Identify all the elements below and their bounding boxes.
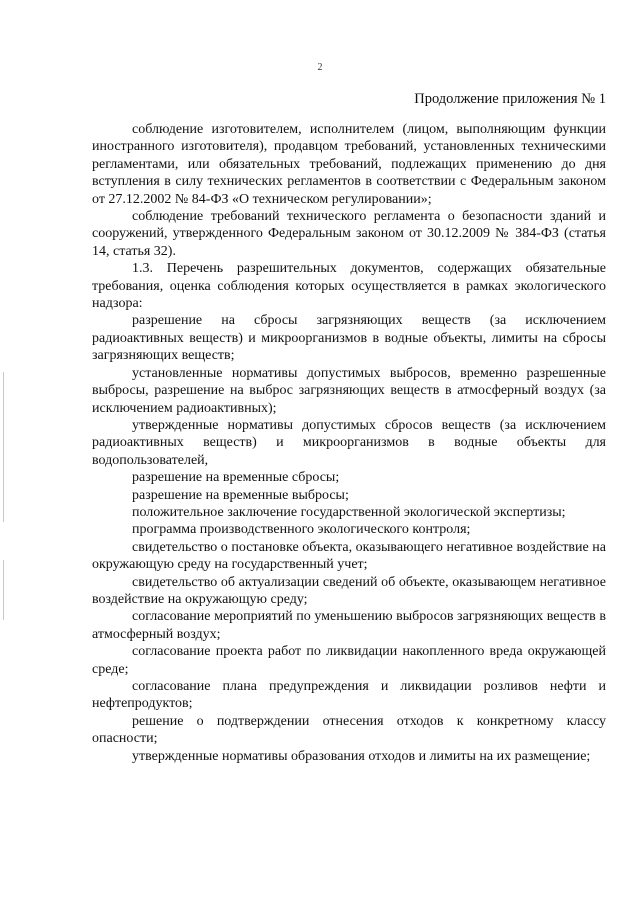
appendix-continuation-label: Продолжение приложения № 1 [414,91,606,107]
paragraph: положительное заключение государственной экологической экспертизы; [132,504,566,520]
scan-edge-mark [3,372,4,522]
document-body [92,121,606,765]
paragraph: разрешение на временные сбросы; [132,470,340,486]
paragraph: соблюдение изготовителем, исполнителем (лицом, выполняющим функции иностранного изготовителя), продавцом требований, установленных техническими регламентами, или обязательных требований, подлежащих применению до дня вступления в силу технических регламентов в соответствии с Федеральным законом от 27.12.2002 № 84-ФЗ «О техническом регулировании»; [92,122,606,207]
paragraph: разрешение на сбросы загрязняющих веществ (за исключением радиоактивных веществ) и микроорганизмов в водные объекты, лимиты на сбросы загрязняющих веществ; [92,313,606,364]
paragraph: свидетельство о постановке объекта, оказывающего негативное воздействие на окружающую среду на государственный учет; [92,539,606,573]
paragraph: соблюдение требований технического регламента о безопасности зданий и сооружений, утвержденного Федеральным законом от 30.12.2009 № 384-ФЗ (статья 14, статья 32). [92,209,606,259]
paragraph: согласование плана предупреждения и ликвидации розливов нефти и нефтепродуктов; [92,679,606,712]
paragraph: 1.3. Перечень разрешительных документов, содержащих обязательные требования, оценка соблюдения которых осуществляется в рамках экологического надзора: [92,261,606,312]
paragraph: программа производственного экологического контроля; [132,522,471,538]
paragraph: решение о подтверждении отнесения отходов к конкретному классу опасности; [92,713,606,747]
paragraph: установленные нормативы допустимых выбросов, временно разрешенные выбросы, разрешение на выброс загрязняющих веществ в атмосферный воздух (за исключением радиоактивных); [92,365,606,416]
paragraph: свидетельство об актуализации сведений об объекте, оказывающем негативное воздействие на окружающую среду; [92,574,606,607]
page-number: 2 [317,62,323,73]
paragraph: утвержденные нормативы образования отходов и лимиты на их размещение; [132,748,591,764]
scan-edge-mark [3,560,4,620]
paragraph: разрешение на временные выбросы; [132,487,349,503]
paragraph: согласование проекта работ по ликвидации накопленного вреда окружающей среде; [92,644,606,677]
paragraph: утвержденные нормативы допустимых сбросов веществ (за исключением радиоактивных веществ) и микроорганизмов в водные объекты для водопользователей, [92,417,606,468]
paragraph: согласование мероприятий по уменьшению выбросов загрязняющих веществ в атмосферный воздух; [92,609,606,642]
